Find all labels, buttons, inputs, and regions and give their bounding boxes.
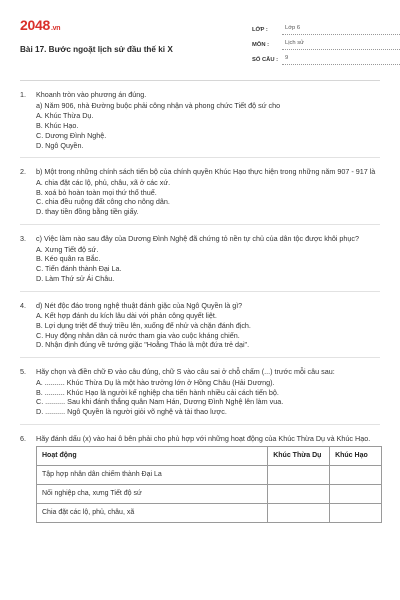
question-count-value: 9 bbox=[282, 55, 400, 65]
answer-cell[interactable] bbox=[330, 465, 382, 484]
question-2: 2. b) Một trong những chính sách tiến bộ của chính quyền Khúc Hạo thực hiện trong những năm 907 - 917 là A. chia đặt các lộ, phủ, châu, xã ở các xứ. B. xoá bỏ hoàn toàn mọi thứ thổ thuế. C. chia đều ruộng đất công cho nông dân. D. thay tiền đồng bằng tiền giấy. bbox=[20, 158, 380, 225]
option-a: A. Kết hợp đánh du kích lâu dài với phản công quyết liệt. bbox=[36, 311, 217, 321]
answer-cell[interactable] bbox=[268, 465, 330, 484]
statement-c: C. .......... Sau khi đánh thắng quân Nam Hán, Dương Đình Nghệ lên làm vua. bbox=[36, 397, 284, 407]
table-row bbox=[37, 503, 382, 522]
option-a: A. Xưng Tiết độ sứ. bbox=[36, 244, 99, 254]
meta-info bbox=[252, 20, 400, 65]
option-b: B. Kéo quân ra Bắc. bbox=[36, 254, 101, 264]
header-khuc-thua-du: Khúc Thừa Dụ bbox=[268, 447, 330, 465]
worksheet-header bbox=[20, 14, 380, 76]
question-list bbox=[20, 81, 380, 530]
statement-b: B. .......... Khúc Hạo là người kế nghiệp cha tiến hành nhiều cải cách tiến bộ. bbox=[36, 387, 279, 397]
table-row bbox=[37, 484, 382, 503]
statement-a: A. .......... Khúc Thừa Dụ là một hào trưởng lớn ở Hồng Châu (Hải Dương). bbox=[36, 377, 275, 387]
option-c: C. Tiến đánh thành Đại La. bbox=[36, 264, 122, 274]
question-6: 6. Hãy đánh dấu (x) vào hai ô bên phải cho phù hợp với những hoạt động của Khúc Thừa Dụ và Khúc Hạo. Hoạt động Khúc Thừa Dụ Khúc Hạo Tập hợp nhân dân chiếm thành Đại La Nối nghiệp cha, xưng Tiết độ sứ Chia đặt các lộ, phủ, châu, xã bbox=[20, 425, 380, 530]
lesson-title: Bài 17. Bước ngoặt lịch sử đầu thế kỉ X bbox=[20, 45, 173, 54]
table-row bbox=[37, 465, 382, 484]
question-4: 4. d) Nét độc đáo trong nghệ thuật đánh giặc của Ngô Quyền là gì? A. Kết hợp đánh du kích lâu dài với phản công quyết liệt. B. Lợi dụng triệt để thuỷ triều lên, xuống để nhử và chặn đánh địch. C. Huy động nhân dân cả nước tham gia vào cuộc kháng chiến. D. Nhận định đúng về tướng giặc "Hoằng Tháo là một đứa trẻ dại". bbox=[20, 292, 380, 359]
table-header-row bbox=[37, 447, 382, 465]
answer-cell[interactable] bbox=[330, 503, 382, 522]
question-3: 3. c) Việc làm nào sau đây của Dương Đình Nghệ đã chứng tỏ nền tự chủ của dân tộc được khôi phục? A. Xưng Tiết độ sứ. B. Kéo quân ra Bắc. C. Tiến đánh thành Đại La. D. Làm Thứ sử Ái Châu. bbox=[20, 225, 380, 292]
option-c: C. Huy động nhân dân cả nước tham gia vào cuộc kháng chiến. bbox=[36, 330, 240, 340]
meta-row-class: LỚP : Lớp 6 bbox=[252, 20, 400, 35]
option-d: D. Nhận định đúng về tướng giặc "Hoằng Tháo là một đứa trẻ dại". bbox=[36, 340, 250, 350]
option-d: D. thay tiền đồng bằng tiền giấy. bbox=[36, 207, 139, 217]
meta-row-subject: MÔN : Lịch sử bbox=[252, 35, 400, 50]
activity-cell: Chia đặt các lộ, phủ, châu, xã bbox=[37, 503, 268, 522]
activity-table bbox=[36, 446, 382, 522]
option-b: B. Khúc Hạo. bbox=[36, 121, 79, 131]
site-logo[interactable]: 2048.vn bbox=[20, 17, 61, 33]
option-b: B. xoá bỏ hoàn toàn mọi thứ thổ thuế. bbox=[36, 187, 157, 197]
activity-cell: Nối nghiệp cha, xưng Tiết độ sứ bbox=[37, 484, 268, 503]
question-1: 1. Khoanh tròn vào phương án đúng. a) Năm 906, nhà Đường buộc phải công nhận và phong chức Tiết độ sứ cho A. Khúc Thừa Dụ. B. Khúc Hạo. C. Dương Đình Nghệ. D. Ngô Quyền. bbox=[20, 81, 380, 158]
option-c: C. Dương Đình Nghệ. bbox=[36, 130, 107, 140]
subject-value: Lịch sử bbox=[282, 40, 400, 50]
activity-cell: Tập hợp nhân dân chiếm thành Đại La bbox=[37, 465, 268, 484]
option-d: D. Ngô Quyền. bbox=[36, 140, 84, 150]
header-activity: Hoạt động bbox=[37, 447, 268, 465]
statement-d: D. .......... Ngô Quyền là người giỏi võ nghệ và tài thao lược. bbox=[36, 406, 227, 416]
meta-row-count: SỐ CÂU : 9 bbox=[252, 50, 400, 65]
answer-cell[interactable] bbox=[268, 484, 330, 503]
question-5: 5. Hãy chọn và điền chữ Đ vào câu đúng, chữ S vào câu sai ở chỗ chấm (...) trước mỗi câu sau: A. .......... Khúc Thừa Dụ là một hào trưởng lớn ở Hồng Châu (Hải Dương). B. .......... Khúc Hạo là người kế nghiệp cha tiến hành nhiều cải cách tiến bộ. C. .......... Sau khi đánh thắng quân Nam Hán, Dương Đình Nghệ lên làm vua. D. .......... Ngô Quyền là người giỏi võ nghệ và tài thao lược. bbox=[20, 358, 380, 425]
answer-cell[interactable] bbox=[330, 484, 382, 503]
class-value: Lớp 6 bbox=[282, 25, 400, 35]
option-b: B. Lợi dụng triệt để thuỷ triều lên, xuống để nhử và chặn đánh địch. bbox=[36, 320, 251, 330]
header-khuc-hao: Khúc Hạo bbox=[330, 447, 382, 465]
answer-cell[interactable] bbox=[268, 503, 330, 522]
option-d: D. Làm Thứ sử Ái Châu. bbox=[36, 273, 115, 283]
option-a: A. Khúc Thừa Dụ. bbox=[36, 111, 94, 121]
option-c: C. chia đều ruộng đất công cho nông dân. bbox=[36, 197, 170, 207]
option-a: A. chia đặt các lộ, phủ, châu, xã ở các xứ. bbox=[36, 178, 171, 188]
